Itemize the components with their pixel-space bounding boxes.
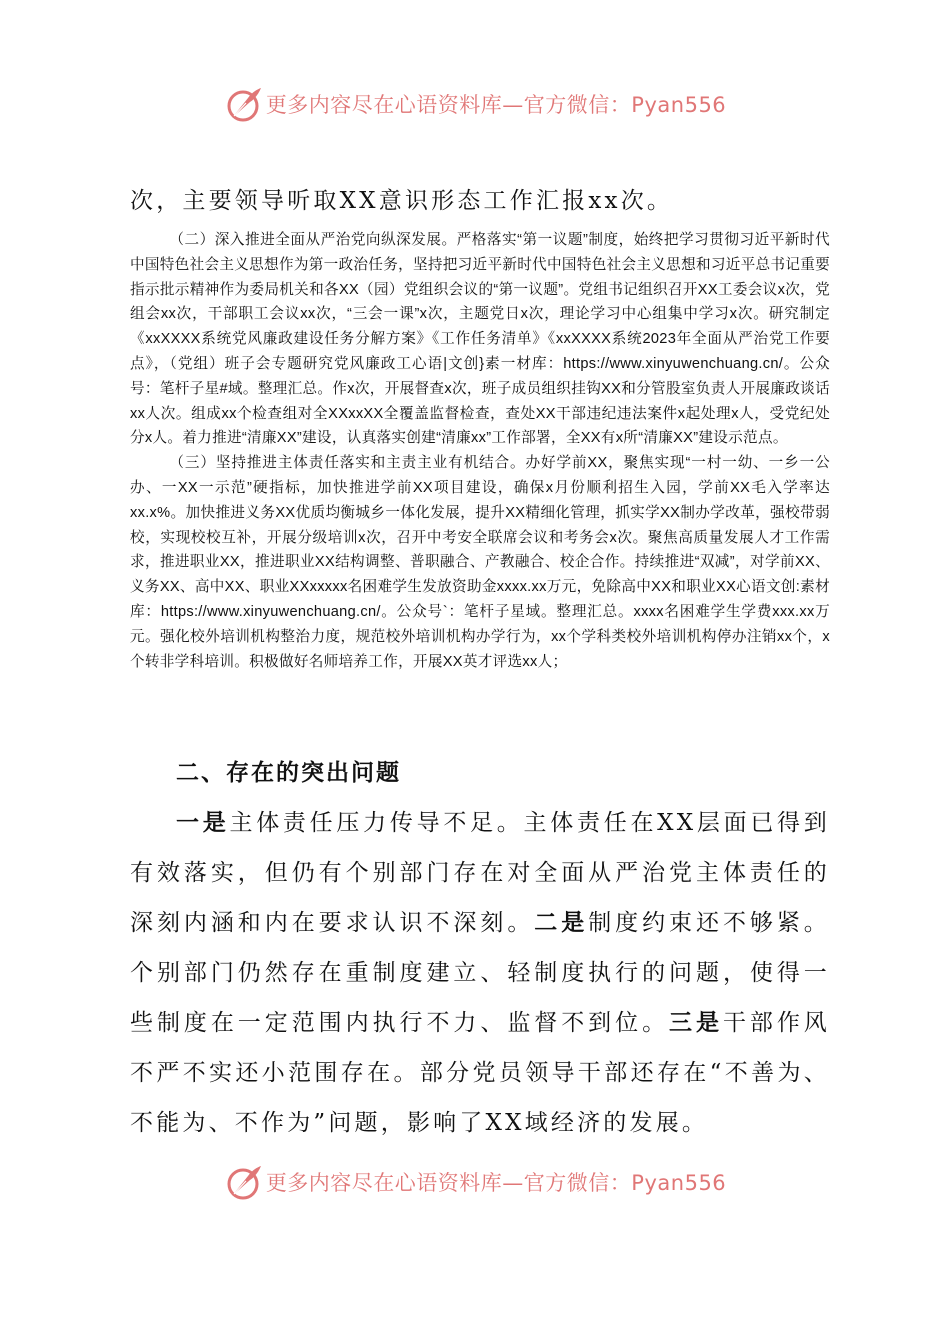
lead-1: 一是 <box>176 810 230 836</box>
continued-line: 次，主要领导听取XX意识形态工作汇报xx次。 <box>130 188 674 214</box>
paragraph-3: （三）坚持推进主体责任落实和主责主业有机结合。办好学前XX，聚焦实现“一村一幼、一乡一公办、一XX一示范”硬指标，加快推进学前XX项目建设，确保x月份顺利招生入园，学前XX毛入学率达xx.x%。加快推进义务XX优质均衡城乡一体化发展，提升XX精细化管理，抓实学XX制办学改革，强校带弱校，实现校校互补，开展分级培训x次，召开中考安全联席会议和考务会x次。聚焦高质量发展人才工作需求，推进职业XX，推进职业XX结构调整、普职融合、产教融合、校企合作。持续推进“双减”，对学前XX、义务XX、高中XX、职业XXxxxxx名困难学生发放资助金xxxx.xx万元，免除高中XX和职业XX心语文创:素材库：https://www.xinyuwenchuang.cn/。公众号`：笔杆子星域。整理汇总。xxxx名困难学生学费xxx.xx万元。强化校外培训机构整治力度，规范校外培训机构办学行为，xx个学科类校外培训机构停办注销xx个，x个转非学科培训。积极做好名师培养工作，开展XX英才评选xx人； <box>130 455 830 670</box>
lead-2: 二是 <box>534 910 589 936</box>
problem-2-text: 制度约束还不够紧。个别部门仍然存在重制度建立、轻制度执行的问题，使得一些制度在一定范围内执行不力、监督不到位。 <box>130 910 830 1036</box>
quill-logo-icon <box>224 1162 264 1202</box>
section-heading: 二、存在的突出问题 <box>176 760 401 786</box>
problems-section <box>130 748 830 1148</box>
quill-logo-icon <box>224 84 264 124</box>
watermark-banner-bottom <box>0 1162 950 1202</box>
problem-3-text: 干部作风不严不实还小范围存在。部分党员领导干部还存在“不善为、不能为、不作为”问题，影响了XX域经济的发展。 <box>130 1010 830 1136</box>
watermark-text: 更多内容尽在心语资料库—官方微信：Pyan556 <box>265 1171 727 1195</box>
problem-1-text: 主体责任压力传导不足。主体责任在XX层面已得到有效落实，但仍有个别部门存在对全面从严治党主体责任的深刻内涵和内在要求认识不深刻。 <box>130 810 830 936</box>
paragraph-2: （二）深入推进全面从严治党向纵深发展。严格落实“第一议题”制度，始终把学习贯彻习近平新时代中国特色社会主义思想作为第一政治任务，坚持把习近平新时代中国特色社会主义思想和习近平总书记重要指示批示精神作为委局机关和各XX（园）党组织会议的“第一议题”。党组书记组织召开XX工委会议x次，党组会xx次，干部职工会议xx次，“三会一课”x次，主题党日x次，理论学习中心组集中学习x次。研究制定《xxXXXX系统党风廉政建设任务分解方案》《工作任务清单》《xxXXXX系统2023年全面从严治党工作要点》，（党组）班子会专题研究党风廉政工心语|文创}素一材库：https://www.xinyuwenchuang.cn/。公众号：笔杆子星#域。整理汇总。作x次，开展督查x次，班子成员组织挂钩XX和分管股室负责人开展廉政谈话xx人次。组成xx个检查组对全XXxxXX全覆盖监督检查，查处XX干部违纪违法案件x起处理x人，受党纪处分x人。着力推进“清廉XX”建设，认真落实创建“清廉xx”工作部署，全XX有x所“清廉XX”建设示范点。 <box>130 232 831 447</box>
watermark-banner-top <box>0 84 950 124</box>
document-body <box>130 176 830 674</box>
watermark-text: 更多内容尽在心语资料库—官方微信：Pyan556 <box>265 93 727 117</box>
lead-3: 三是 <box>669 1010 723 1036</box>
problems-paragraph <box>130 798 830 1148</box>
